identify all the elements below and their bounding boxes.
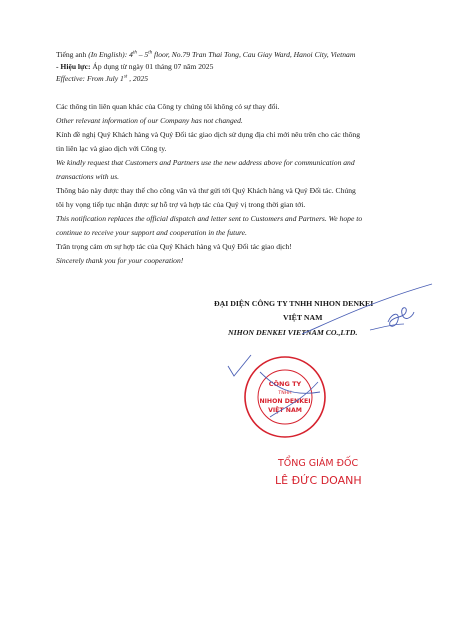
director-title: TỔNG GIÁM ĐỐC: [278, 458, 359, 469]
seal-line-1: CÔNG TY: [268, 380, 302, 388]
effective-line-vi: [56, 62, 213, 72]
director-name: LÊ ĐỨC DOANH: [275, 474, 362, 487]
p4-en: Sincerely thank you for your cooperation!: [56, 256, 184, 265]
effective-text-vi: Áp dụng từ ngày 01 tháng 07 năm 2025: [90, 62, 214, 71]
address-label-en: (In English):: [88, 50, 128, 59]
seal-line-2: TNHH: [278, 391, 292, 396]
p3-vi-2: tôi hy vọng tiếp tục nhận được sự hỗ trợ và hợp tác của Quý vị trong thời gian tới.: [56, 200, 306, 209]
address-label-vi: Tiếng anh: [56, 50, 89, 59]
effective-label: - Hiệu lực:: [56, 62, 91, 71]
p1-vi: Các thông tin liên quan khác của Công ty chúng tôi không có sự thay đổi.: [56, 102, 280, 111]
company-seal: [240, 352, 330, 442]
p3-en-2: continue to receive your support and cooperation in the future.: [56, 228, 247, 237]
effective-text-en-a: Effective: From July 1: [56, 74, 124, 83]
effective-line-en: [56, 74, 148, 84]
p2-vi-2: tin liên lạc và giao dịch với Công ty.: [56, 144, 167, 153]
signatory-company-en: NIHON DENKEI VIETNAM CO.,LTD.: [228, 328, 358, 337]
p2-vi-1: Kính đề nghị Quý Khách hàng và Quý Đối tác giao dịch sử dụng địa chỉ mới nêu trên cho các thông: [56, 130, 361, 139]
p4-vi: Trân trọng cảm ơn sự hợp tác của Quý Khách hàng và Quý Đối tác giao dịch!: [56, 242, 292, 251]
p2-en-2: transactions with us.: [56, 172, 120, 181]
p3-vi-1: Thông báo này được thay thế cho công văn và thư gửi tới Quý Khách hàng và Quý Đối tác. Chúng: [56, 186, 356, 195]
address-line: [56, 50, 355, 60]
seal-line-3: NIHON DENKEI: [259, 398, 311, 405]
address-rest: floor, No.79 Tran Thai Tong, Cau Giay Ward, Hanoi City, Vietnam: [152, 50, 356, 59]
p2-en-1: We kindly request that Customers and Partners use the new address above for communication and: [56, 158, 355, 167]
p3-en-1: This notification replaces the official dispatch and letter sent to Customers and Partners. We hope to: [56, 214, 363, 223]
address-dash: – 5: [136, 50, 149, 59]
seal-line-4: VIỆT NAM: [268, 407, 302, 414]
address-floor-a: 4: [127, 50, 133, 59]
handwritten-signature: [300, 282, 440, 342]
effective-text-en-b: , 2025: [127, 74, 149, 83]
address-sup-a: th: [132, 50, 137, 56]
address-sup-b: th: [148, 50, 153, 56]
signatory-company-vi: ĐẠI DIỆN CÔNG TY TNHH NIHON DENKEI: [214, 299, 374, 308]
p1-en: Other relevant information of our Company has not changed.: [56, 116, 243, 125]
signatory-company-vi-2: VIỆT NAM: [283, 313, 323, 322]
effective-sup: st: [123, 74, 128, 80]
